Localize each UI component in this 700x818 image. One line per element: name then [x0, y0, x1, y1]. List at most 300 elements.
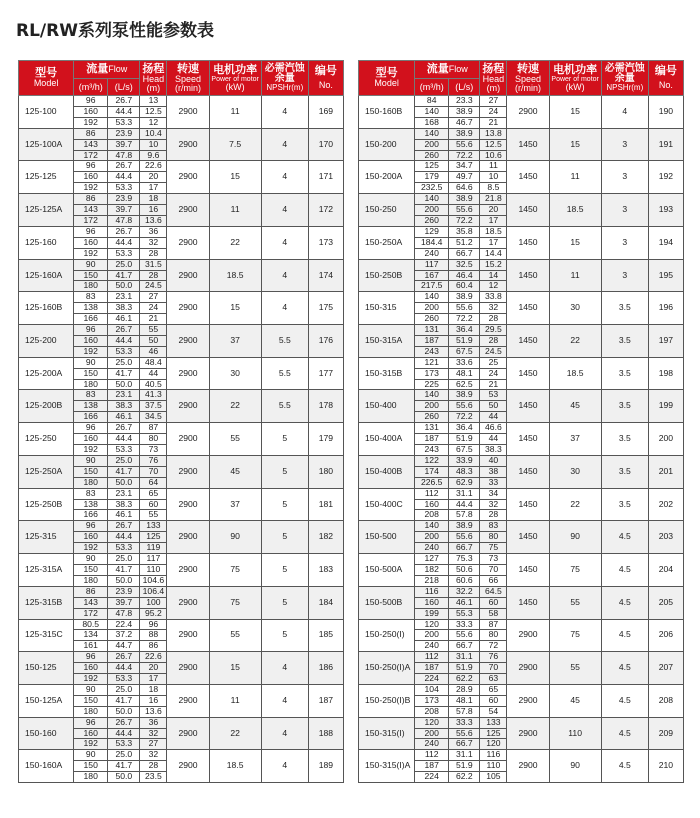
- speed-cell: 2900: [167, 521, 209, 554]
- flow-m3h-cell: 138: [74, 499, 108, 510]
- npsh-cell: 3: [601, 161, 648, 194]
- head-cell: 87: [140, 423, 167, 434]
- flow-m3h-cell: 172: [74, 608, 108, 619]
- flow-m3h-cell: 131: [415, 325, 449, 336]
- flow-m3h-cell: 217.5: [415, 281, 449, 292]
- table-row: [19, 488, 344, 499]
- header-model: 型号 Model: [359, 61, 415, 96]
- flow-m3h-cell: 83: [74, 292, 108, 303]
- flow-m3h-cell: 172: [74, 215, 108, 226]
- table-row: [359, 325, 684, 336]
- performance-table-left: [18, 60, 344, 783]
- speed-cell: 2900: [167, 619, 209, 652]
- speed-cell: 2900: [167, 684, 209, 717]
- flow-m3h-cell: 180: [74, 575, 108, 586]
- speed-cell: 1450: [507, 455, 549, 488]
- table-row: [19, 226, 344, 237]
- head-cell: 40.5: [140, 379, 167, 390]
- head-cell: 64: [140, 477, 167, 488]
- number-cell: 184: [308, 586, 343, 619]
- flow-m3h-cell: 160: [74, 335, 108, 346]
- speed-cell: 1450: [507, 357, 549, 390]
- head-cell: 10.6: [480, 150, 507, 161]
- flow-m3h-cell: 243: [415, 445, 449, 456]
- model-cell: 150-315: [359, 292, 415, 325]
- flow-m3h-cell: 160: [415, 597, 449, 608]
- flow-ls-cell: 66.7: [449, 543, 480, 554]
- power-cell: 110: [549, 717, 601, 750]
- head-cell: 13.6: [140, 215, 167, 226]
- flow-ls-cell: 38.3: [108, 401, 140, 412]
- head-cell: 28: [480, 510, 507, 521]
- npsh-cell: 3.5: [601, 423, 648, 456]
- flow-ls-cell: 41.7: [108, 368, 140, 379]
- flow-m3h-cell: 143: [74, 139, 108, 150]
- npsh-cell: 4: [261, 226, 308, 259]
- number-cell: 183: [308, 554, 343, 587]
- model-cell: 125-315B: [19, 586, 74, 619]
- power-cell: 22: [209, 226, 261, 259]
- flow-ls-cell: 41.7: [108, 564, 140, 575]
- flow-m3h-cell: 90: [74, 684, 108, 695]
- head-cell: 12.5: [140, 106, 167, 117]
- flow-m3h-cell: 192: [74, 674, 108, 685]
- number-cell: 192: [648, 161, 683, 194]
- flow-ls-cell: 67.5: [449, 346, 480, 357]
- flow-m3h-cell: 240: [415, 248, 449, 259]
- head-cell: 119: [140, 543, 167, 554]
- head-cell: 37.5: [140, 401, 167, 412]
- header-npsh: 必需汽蚀余量 NPSHr(m): [261, 61, 308, 96]
- flow-ls-cell: 66.7: [449, 739, 480, 750]
- flow-m3h-cell: 180: [74, 281, 108, 292]
- head-cell: 76: [140, 455, 167, 466]
- header-speed: 转速 Speed (r/min): [167, 61, 209, 96]
- head-cell: 27: [480, 96, 507, 107]
- speed-cell: 2900: [507, 652, 549, 685]
- npsh-cell: 3: [601, 259, 648, 292]
- table-row: [359, 717, 684, 728]
- npsh-cell: 3.5: [601, 292, 648, 325]
- flow-ls-cell: 41.7: [108, 761, 140, 772]
- model-cell: 125-315A: [19, 554, 74, 587]
- flow-ls-cell: 72.2: [449, 215, 480, 226]
- table-row: [359, 226, 684, 237]
- header-flow-ls: (L/s): [108, 79, 140, 96]
- flow-ls-cell: 38.9: [449, 128, 480, 139]
- speed-cell: 2900: [507, 96, 549, 129]
- head-cell: 12: [480, 281, 507, 292]
- flow-ls-cell: 23.9: [108, 194, 140, 205]
- power-cell: 15: [549, 226, 601, 259]
- flow-m3h-cell: 134: [74, 630, 108, 641]
- flow-m3h-cell: 160: [74, 237, 108, 248]
- flow-m3h-cell: 160: [74, 532, 108, 543]
- flow-m3h-cell: 224: [415, 674, 449, 685]
- flow-ls-cell: 32.2: [449, 586, 480, 597]
- flow-m3h-cell: 174: [415, 466, 449, 477]
- flow-m3h-cell: 122: [415, 455, 449, 466]
- head-cell: 21: [480, 117, 507, 128]
- flow-ls-cell: 66.7: [449, 641, 480, 652]
- header-no: 编号 No.: [308, 61, 343, 96]
- head-cell: 14: [480, 270, 507, 281]
- flow-m3h-cell: 112: [415, 488, 449, 499]
- flow-ls-cell: 53.3: [108, 117, 140, 128]
- flow-m3h-cell: 160: [74, 172, 108, 183]
- flow-m3h-cell: 86: [74, 128, 108, 139]
- model-cell: 125-100: [19, 96, 74, 129]
- flow-m3h-cell: 160: [74, 728, 108, 739]
- number-cell: 201: [648, 455, 683, 488]
- model-cell: 125-125: [19, 161, 74, 194]
- number-cell: 193: [648, 194, 683, 227]
- power-cell: 11: [209, 194, 261, 227]
- flow-ls-cell: 49.7: [449, 172, 480, 183]
- flow-ls-cell: 62.2: [449, 772, 480, 783]
- flow-m3h-cell: 86: [74, 586, 108, 597]
- flow-m3h-cell: 200: [415, 630, 449, 641]
- header-flow: 流量Flow: [415, 61, 480, 79]
- npsh-cell: 4: [261, 652, 308, 685]
- table-header: [19, 61, 344, 96]
- npsh-cell: 5: [261, 554, 308, 587]
- flow-ls-cell: 60.4: [449, 281, 480, 292]
- flow-m3h-cell: 96: [74, 161, 108, 172]
- flow-ls-cell: 37.2: [108, 630, 140, 641]
- head-cell: 24: [480, 106, 507, 117]
- table-row: [359, 750, 684, 761]
- speed-cell: 2900: [167, 259, 209, 292]
- flow-ls-cell: 48.3: [449, 466, 480, 477]
- head-cell: 16: [140, 695, 167, 706]
- flow-ls-cell: 46.7: [449, 117, 480, 128]
- flow-m3h-cell: 83: [74, 488, 108, 499]
- speed-cell: 2900: [167, 717, 209, 750]
- flow-ls-cell: 26.7: [108, 325, 140, 336]
- head-cell: 22.6: [140, 652, 167, 663]
- head-cell: 60: [480, 695, 507, 706]
- head-cell: 21.8: [480, 194, 507, 205]
- npsh-cell: 5: [261, 521, 308, 554]
- head-cell: 60: [140, 499, 167, 510]
- table-row: [359, 619, 684, 630]
- npsh-cell: 5: [261, 455, 308, 488]
- flow-ls-cell: 39.7: [108, 205, 140, 216]
- flow-m3h-cell: 140: [415, 292, 449, 303]
- flow-m3h-cell: 192: [74, 248, 108, 259]
- flow-ls-cell: 44.4: [108, 172, 140, 183]
- npsh-cell: 3: [601, 194, 648, 227]
- number-cell: 210: [648, 750, 683, 783]
- power-cell: 11: [209, 96, 261, 129]
- flow-ls-cell: 53.3: [108, 248, 140, 259]
- table-row: [19, 423, 344, 434]
- head-cell: 120: [480, 739, 507, 750]
- flow-ls-cell: 25.0: [108, 554, 140, 565]
- number-cell: 208: [648, 684, 683, 717]
- head-cell: 55: [140, 325, 167, 336]
- head-cell: 36: [140, 226, 167, 237]
- head-cell: 133: [140, 521, 167, 532]
- model-cell: 150-160A: [19, 750, 74, 783]
- head-cell: 36: [140, 717, 167, 728]
- flow-ls-cell: 38.9: [449, 292, 480, 303]
- table-row: [359, 652, 684, 663]
- speed-cell: 2900: [507, 619, 549, 652]
- model-cell: 125-160A: [19, 259, 74, 292]
- model-cell: 150-400C: [359, 488, 415, 521]
- header-speed: 转速 Speed (r/min): [507, 61, 549, 96]
- head-cell: 27: [140, 739, 167, 750]
- head-cell: 34: [480, 488, 507, 499]
- head-cell: 105: [480, 772, 507, 783]
- flow-ls-cell: 44.7: [108, 641, 140, 652]
- speed-cell: 2900: [167, 128, 209, 161]
- power-cell: 11: [209, 684, 261, 717]
- flow-ls-cell: 23.3: [449, 96, 480, 107]
- flow-ls-cell: 67.5: [449, 445, 480, 456]
- head-cell: 73: [140, 445, 167, 456]
- flow-m3h-cell: 104: [415, 684, 449, 695]
- flow-ls-cell: 44.4: [108, 335, 140, 346]
- flow-ls-cell: 39.7: [108, 139, 140, 150]
- number-cell: 170: [308, 128, 343, 161]
- head-cell: 95.2: [140, 608, 167, 619]
- power-cell: 90: [549, 521, 601, 554]
- npsh-cell: 5.5: [261, 390, 308, 423]
- model-cell: 125-125A: [19, 194, 74, 227]
- head-cell: 14.4: [480, 248, 507, 259]
- head-cell: 10: [480, 172, 507, 183]
- flow-ls-cell: 31.1: [449, 750, 480, 761]
- speed-cell: 1450: [507, 161, 549, 194]
- table-row: [19, 390, 344, 401]
- flow-m3h-cell: 172: [74, 150, 108, 161]
- head-cell: 50: [140, 335, 167, 346]
- head-cell: 44: [480, 412, 507, 423]
- power-cell: 15: [209, 652, 261, 685]
- flow-m3h-cell: 168: [415, 117, 449, 128]
- flow-ls-cell: 31.1: [449, 488, 480, 499]
- flow-m3h-cell: 150: [74, 695, 108, 706]
- header-flow-ls: (L/s): [449, 79, 480, 96]
- head-cell: 25: [480, 357, 507, 368]
- head-cell: 10.4: [140, 128, 167, 139]
- flow-m3h-cell: 180: [74, 706, 108, 717]
- number-cell: 204: [648, 554, 683, 587]
- flow-ls-cell: 55.6: [449, 532, 480, 543]
- flow-m3h-cell: 140: [415, 194, 449, 205]
- model-cell: 125-200B: [19, 390, 74, 423]
- flow-ls-cell: 48.1: [449, 368, 480, 379]
- npsh-cell: 4: [261, 292, 308, 325]
- flow-m3h-cell: 179: [415, 172, 449, 183]
- model-cell: 125-100A: [19, 128, 74, 161]
- number-cell: 199: [648, 390, 683, 423]
- flow-m3h-cell: 96: [74, 423, 108, 434]
- flow-m3h-cell: 200: [415, 401, 449, 412]
- flow-m3h-cell: 260: [415, 215, 449, 226]
- head-cell: 80: [480, 630, 507, 641]
- flow-m3h-cell: 180: [74, 477, 108, 488]
- head-cell: 13.8: [480, 128, 507, 139]
- head-cell: 24: [140, 303, 167, 314]
- model-cell: 150-250B: [359, 259, 415, 292]
- npsh-cell: 4.5: [601, 619, 648, 652]
- flow-ls-cell: 23.9: [108, 128, 140, 139]
- npsh-cell: 4: [261, 96, 308, 129]
- power-cell: 18.5: [549, 357, 601, 390]
- head-cell: 46.6: [480, 423, 507, 434]
- head-cell: 27: [140, 292, 167, 303]
- flow-ls-cell: 60.6: [449, 575, 480, 586]
- flow-ls-cell: 46.4: [449, 270, 480, 281]
- flow-ls-cell: 41.7: [108, 466, 140, 477]
- head-cell: 96: [140, 619, 167, 630]
- head-cell: 28: [140, 248, 167, 259]
- table-row: [19, 259, 344, 270]
- flow-ls-cell: 47.8: [108, 608, 140, 619]
- model-cell: 150-250(I)B: [359, 684, 415, 717]
- flow-ls-cell: 50.0: [108, 706, 140, 717]
- npsh-cell: 3.5: [601, 325, 648, 358]
- flow-ls-cell: 46.1: [108, 510, 140, 521]
- head-cell: 8.5: [480, 183, 507, 194]
- flow-m3h-cell: 173: [415, 368, 449, 379]
- flow-m3h-cell: 200: [415, 532, 449, 543]
- head-cell: 80: [480, 532, 507, 543]
- head-cell: 12.5: [480, 139, 507, 150]
- table-row: [359, 194, 684, 205]
- flow-ls-cell: 23.1: [108, 488, 140, 499]
- power-cell: 45: [209, 455, 261, 488]
- header-power: 电机功率 Power of motor (kW): [209, 61, 261, 96]
- npsh-cell: 4: [261, 684, 308, 717]
- flow-ls-cell: 46.1: [108, 412, 140, 423]
- flow-ls-cell: 41.7: [108, 695, 140, 706]
- flow-ls-cell: 53.3: [108, 445, 140, 456]
- number-cell: 172: [308, 194, 343, 227]
- flow-m3h-cell: 187: [415, 761, 449, 772]
- flow-ls-cell: 55.6: [449, 401, 480, 412]
- speed-cell: 2900: [167, 226, 209, 259]
- flow-ls-cell: 35.8: [449, 226, 480, 237]
- flow-m3h-cell: 167: [415, 270, 449, 281]
- flow-m3h-cell: 232.5: [415, 183, 449, 194]
- number-cell: 176: [308, 325, 343, 358]
- npsh-cell: 4: [261, 259, 308, 292]
- model-cell: 150-400A: [359, 423, 415, 456]
- power-cell: 11: [549, 259, 601, 292]
- head-cell: 20: [140, 663, 167, 674]
- head-cell: 87: [480, 619, 507, 630]
- flow-ls-cell: 25.0: [108, 684, 140, 695]
- power-cell: 55: [549, 586, 601, 619]
- table-row: [19, 652, 344, 663]
- table-header: [359, 61, 684, 96]
- model-cell: 125-250B: [19, 488, 74, 521]
- number-cell: 171: [308, 161, 343, 194]
- flow-m3h-cell: 192: [74, 543, 108, 554]
- head-cell: 53: [480, 390, 507, 401]
- flow-m3h-cell: 199: [415, 608, 449, 619]
- flow-ls-cell: 25.0: [108, 750, 140, 761]
- number-cell: 187: [308, 684, 343, 717]
- power-cell: 75: [549, 619, 601, 652]
- flow-m3h-cell: 96: [74, 717, 108, 728]
- flow-ls-cell: 55.6: [449, 728, 480, 739]
- head-cell: 20: [140, 172, 167, 183]
- power-cell: 15: [209, 161, 261, 194]
- head-cell: 33: [480, 477, 507, 488]
- flow-ls-cell: 33.3: [449, 619, 480, 630]
- power-cell: 30: [549, 455, 601, 488]
- speed-cell: 2900: [167, 488, 209, 521]
- flow-ls-cell: 36.4: [449, 325, 480, 336]
- speed-cell: 1450: [507, 226, 549, 259]
- head-cell: 76: [480, 652, 507, 663]
- table-row: [359, 161, 684, 172]
- npsh-cell: 5: [261, 423, 308, 456]
- model-cell: 125-315: [19, 521, 74, 554]
- flow-m3h-cell: 150: [74, 761, 108, 772]
- model-cell: 150-125: [19, 652, 74, 685]
- head-cell: 31.5: [140, 259, 167, 270]
- power-cell: 22: [209, 717, 261, 750]
- flow-m3h-cell: 240: [415, 543, 449, 554]
- head-cell: 9.6: [140, 150, 167, 161]
- head-cell: 65: [140, 488, 167, 499]
- head-cell: 58: [480, 608, 507, 619]
- table-row: [359, 357, 684, 368]
- flow-m3h-cell: 116: [415, 586, 449, 597]
- flow-m3h-cell: 160: [74, 434, 108, 445]
- power-cell: 75: [549, 554, 601, 587]
- head-cell: 18: [140, 684, 167, 695]
- flow-ls-cell: 53.3: [108, 674, 140, 685]
- number-cell: 189: [308, 750, 343, 783]
- speed-cell: 1450: [507, 390, 549, 423]
- flow-ls-cell: 55.3: [449, 608, 480, 619]
- head-cell: 50: [480, 401, 507, 412]
- table-row: [359, 684, 684, 695]
- table-row: [359, 586, 684, 597]
- flow-m3h-cell: 166: [74, 412, 108, 423]
- head-cell: 66: [480, 575, 507, 586]
- head-cell: 75: [480, 543, 507, 554]
- head-cell: 54: [480, 706, 507, 717]
- model-cell: 150-500: [359, 521, 415, 554]
- flow-ls-cell: 51.9: [449, 663, 480, 674]
- flow-ls-cell: 31.1: [449, 652, 480, 663]
- flow-ls-cell: 55.6: [449, 205, 480, 216]
- table-body-right: [359, 96, 684, 783]
- power-cell: 11: [549, 161, 601, 194]
- head-cell: 70: [140, 466, 167, 477]
- flow-ls-cell: 66.7: [449, 248, 480, 259]
- npsh-cell: 4.5: [601, 652, 648, 685]
- flow-m3h-cell: 200: [415, 303, 449, 314]
- header-no: 编号 No.: [648, 61, 683, 96]
- table-row: [19, 554, 344, 565]
- flow-m3h-cell: 140: [415, 128, 449, 139]
- flow-ls-cell: 46.1: [449, 597, 480, 608]
- flow-ls-cell: 53.3: [108, 739, 140, 750]
- head-cell: 104.6: [140, 575, 167, 586]
- npsh-cell: 4: [261, 128, 308, 161]
- table-row: [359, 423, 684, 434]
